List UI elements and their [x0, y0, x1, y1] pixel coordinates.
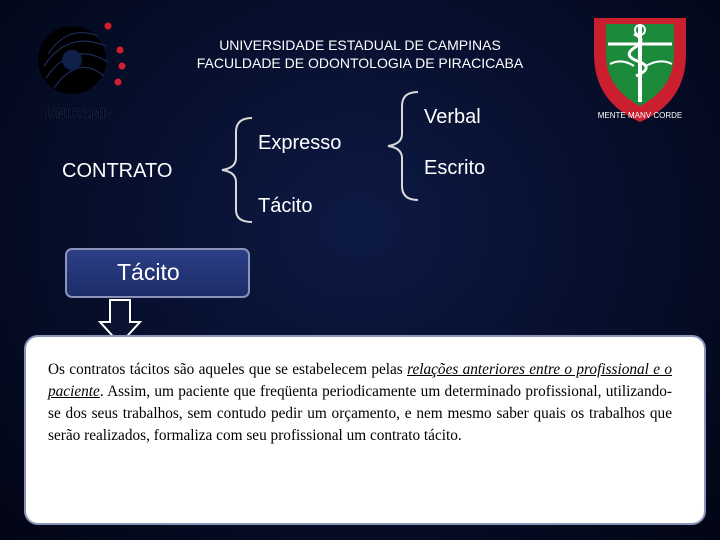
- brace-contrato: [222, 118, 252, 222]
- header-faculty: FACULDADE DE ODONTOLOGIA DE PIRACICABA: [196, 55, 524, 71]
- diagram-expresso-label: Expresso: [258, 132, 342, 154]
- diagram-tacito-label: Tácito: [258, 195, 313, 217]
- paragraph-underlined: relações anteriores entre o profissional e o paciente: [48, 361, 672, 400]
- unicamp-logo-text: UNICAMP: [45, 105, 111, 121]
- paragraph-text-1: Os contratos tácitos são aqueles que se estabelecem pelas: [48, 361, 408, 378]
- tacito-box-label: Tácito: [117, 259, 180, 285]
- paragraph-text-2: . Assim, um paciente que freqüenta periodicamente um determinado profissional, utilizando-se dos seus trabalhos, sem contudo pedir um orçamento, e nem mesmo saber quais os trabalhos que serão realizados, formaliza com seu profissional um contrato tácito.: [48, 383, 672, 444]
- fop-crest-logo-icon: [588, 14, 692, 126]
- definition-paragraph: [48, 359, 672, 447]
- diagram-root-label: CONTRATO: [62, 160, 173, 182]
- fop-crest-motto: MENTE MANV CORDE: [597, 111, 683, 120]
- diagram-escrito-label: Escrito: [424, 157, 486, 179]
- brace-expresso: [388, 92, 418, 200]
- unicamp-logo-icon: [28, 14, 132, 126]
- header-university: UNIVERSIDADE ESTADUAL DE CAMPINAS: [219, 37, 501, 53]
- diagram-verbal-label: Verbal: [424, 106, 481, 128]
